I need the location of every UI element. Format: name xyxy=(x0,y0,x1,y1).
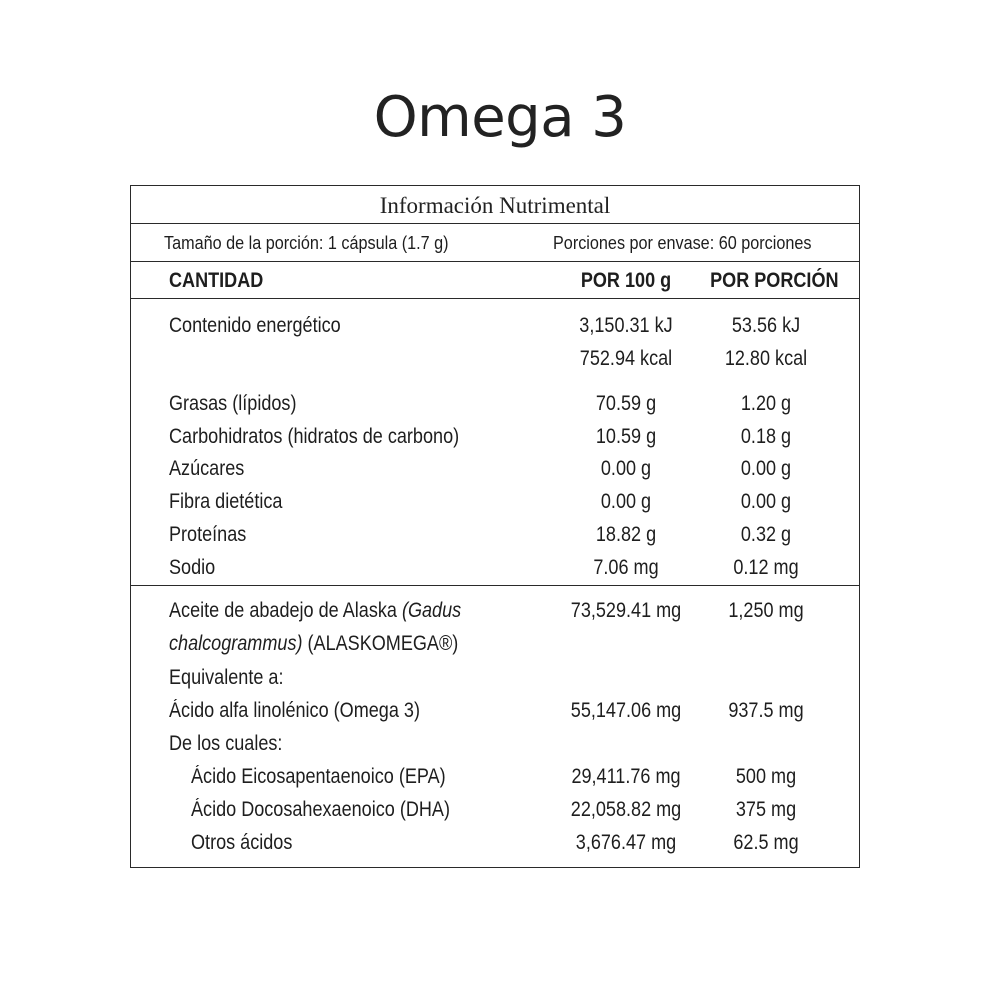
value-per-100g: 10.59 g xyxy=(595,425,657,448)
nutrient-name: Sodio xyxy=(169,556,216,579)
table-row xyxy=(131,826,859,859)
equivalent-label: Equivalente a: xyxy=(169,666,284,689)
oil-name-text: Aceite de abadejo de Alaska xyxy=(169,599,402,622)
value-per-100g: 7.06 mg xyxy=(593,556,659,579)
table-row xyxy=(131,661,859,694)
serving-size: Tamaño de la porción: 1 cápsula (1.7 g) xyxy=(164,233,449,253)
value-per-100g: 22,058.82 mg xyxy=(570,798,682,821)
nutrient-name: Ácido alfa linolénico (Omega 3) xyxy=(169,699,420,722)
nutrient-name: Ácido Eicosapentaenoico (EPA) xyxy=(191,765,446,788)
nutrient-name: Carbohidratos (hidratos de carbono) xyxy=(169,425,460,448)
value-per-100g: 55,147.06 mg xyxy=(570,699,682,722)
table-row xyxy=(131,760,859,793)
oil-brand-text: (ALASKOMEGA®) xyxy=(302,632,459,655)
value-per-100g: 73,529.41 mg xyxy=(570,599,682,622)
table-row xyxy=(131,485,859,518)
value-per-serving: 937.5 mg xyxy=(728,699,804,722)
value-per-serving: 1.20 g xyxy=(740,392,792,415)
divider xyxy=(131,261,859,262)
table-row xyxy=(131,594,859,627)
table-row xyxy=(131,727,859,760)
value-per-serving: 375 mg xyxy=(735,798,797,821)
value-per-serving: 0.32 g xyxy=(740,523,792,546)
table-heading: Información Nutrimental xyxy=(379,193,611,218)
column-header-row xyxy=(131,264,859,297)
column-header-per-100g: POR 100 g xyxy=(580,269,672,292)
nutrient-name: Fibra dietética xyxy=(169,490,283,513)
table-row xyxy=(131,627,859,660)
value-per-100g: 18.82 g xyxy=(595,523,657,546)
servings-per-container: Porciones por envase: 60 porciones xyxy=(553,233,812,253)
nutrient-name: Contenido energético xyxy=(169,314,341,337)
nutrient-name-continued xyxy=(169,627,458,660)
table-row xyxy=(131,387,859,420)
table-row xyxy=(131,518,859,551)
oil-species-italic: chalcogrammus) xyxy=(169,632,303,655)
table-row xyxy=(131,420,859,453)
value-per-serving: 500 mg xyxy=(735,765,797,788)
divider xyxy=(131,585,859,586)
value-per-serving: 62.5 mg xyxy=(733,831,799,854)
nutrition-facts-table xyxy=(130,185,860,868)
page-title: Omega 3 xyxy=(373,85,627,150)
value-per-serving: 53.56 kJ xyxy=(731,314,801,337)
column-header-name: CANTIDAD xyxy=(169,269,264,292)
nutrient-name: Azúcares xyxy=(169,457,245,480)
table-row xyxy=(131,551,859,584)
table-row xyxy=(131,793,859,826)
value-per-serving: 0.00 g xyxy=(740,457,792,480)
value-per-100g: 3,676.47 mg xyxy=(575,831,677,854)
of-which-label: De los cuales: xyxy=(169,732,283,755)
value-per-100g: 3,150.31 kJ xyxy=(579,314,673,337)
nutrient-name: Otros ácidos xyxy=(191,831,293,854)
value-per-serving: 1,250 mg xyxy=(728,599,804,622)
table-row xyxy=(131,694,859,727)
value-per-100g: 70.59 g xyxy=(595,392,657,415)
table-row xyxy=(131,342,859,375)
divider xyxy=(131,298,859,299)
nutrient-name: Proteínas xyxy=(169,523,247,546)
value-per-100g: 0.00 g xyxy=(600,490,652,513)
oil-species-italic: (Gadus xyxy=(401,599,462,622)
value-per-serving: 12.80 kcal xyxy=(724,347,808,370)
nutrient-name: Ácido Docosahexaenoico (DHA) xyxy=(191,798,450,821)
value-per-100g: 0.00 g xyxy=(600,457,652,480)
table-row xyxy=(131,452,859,485)
value-per-100g: 29,411.76 mg xyxy=(571,765,681,788)
table-row xyxy=(131,309,859,342)
value-per-100g: 752.94 kcal xyxy=(579,347,673,370)
value-per-serving: 0.18 g xyxy=(740,425,792,448)
value-per-serving: 0.00 g xyxy=(740,490,792,513)
nutrient-name xyxy=(169,594,461,627)
column-header-per-serving: POR PORCIÓN xyxy=(710,269,839,292)
nutrient-name: Grasas (lípidos) xyxy=(169,392,297,415)
value-per-serving: 0.12 mg xyxy=(733,556,799,579)
